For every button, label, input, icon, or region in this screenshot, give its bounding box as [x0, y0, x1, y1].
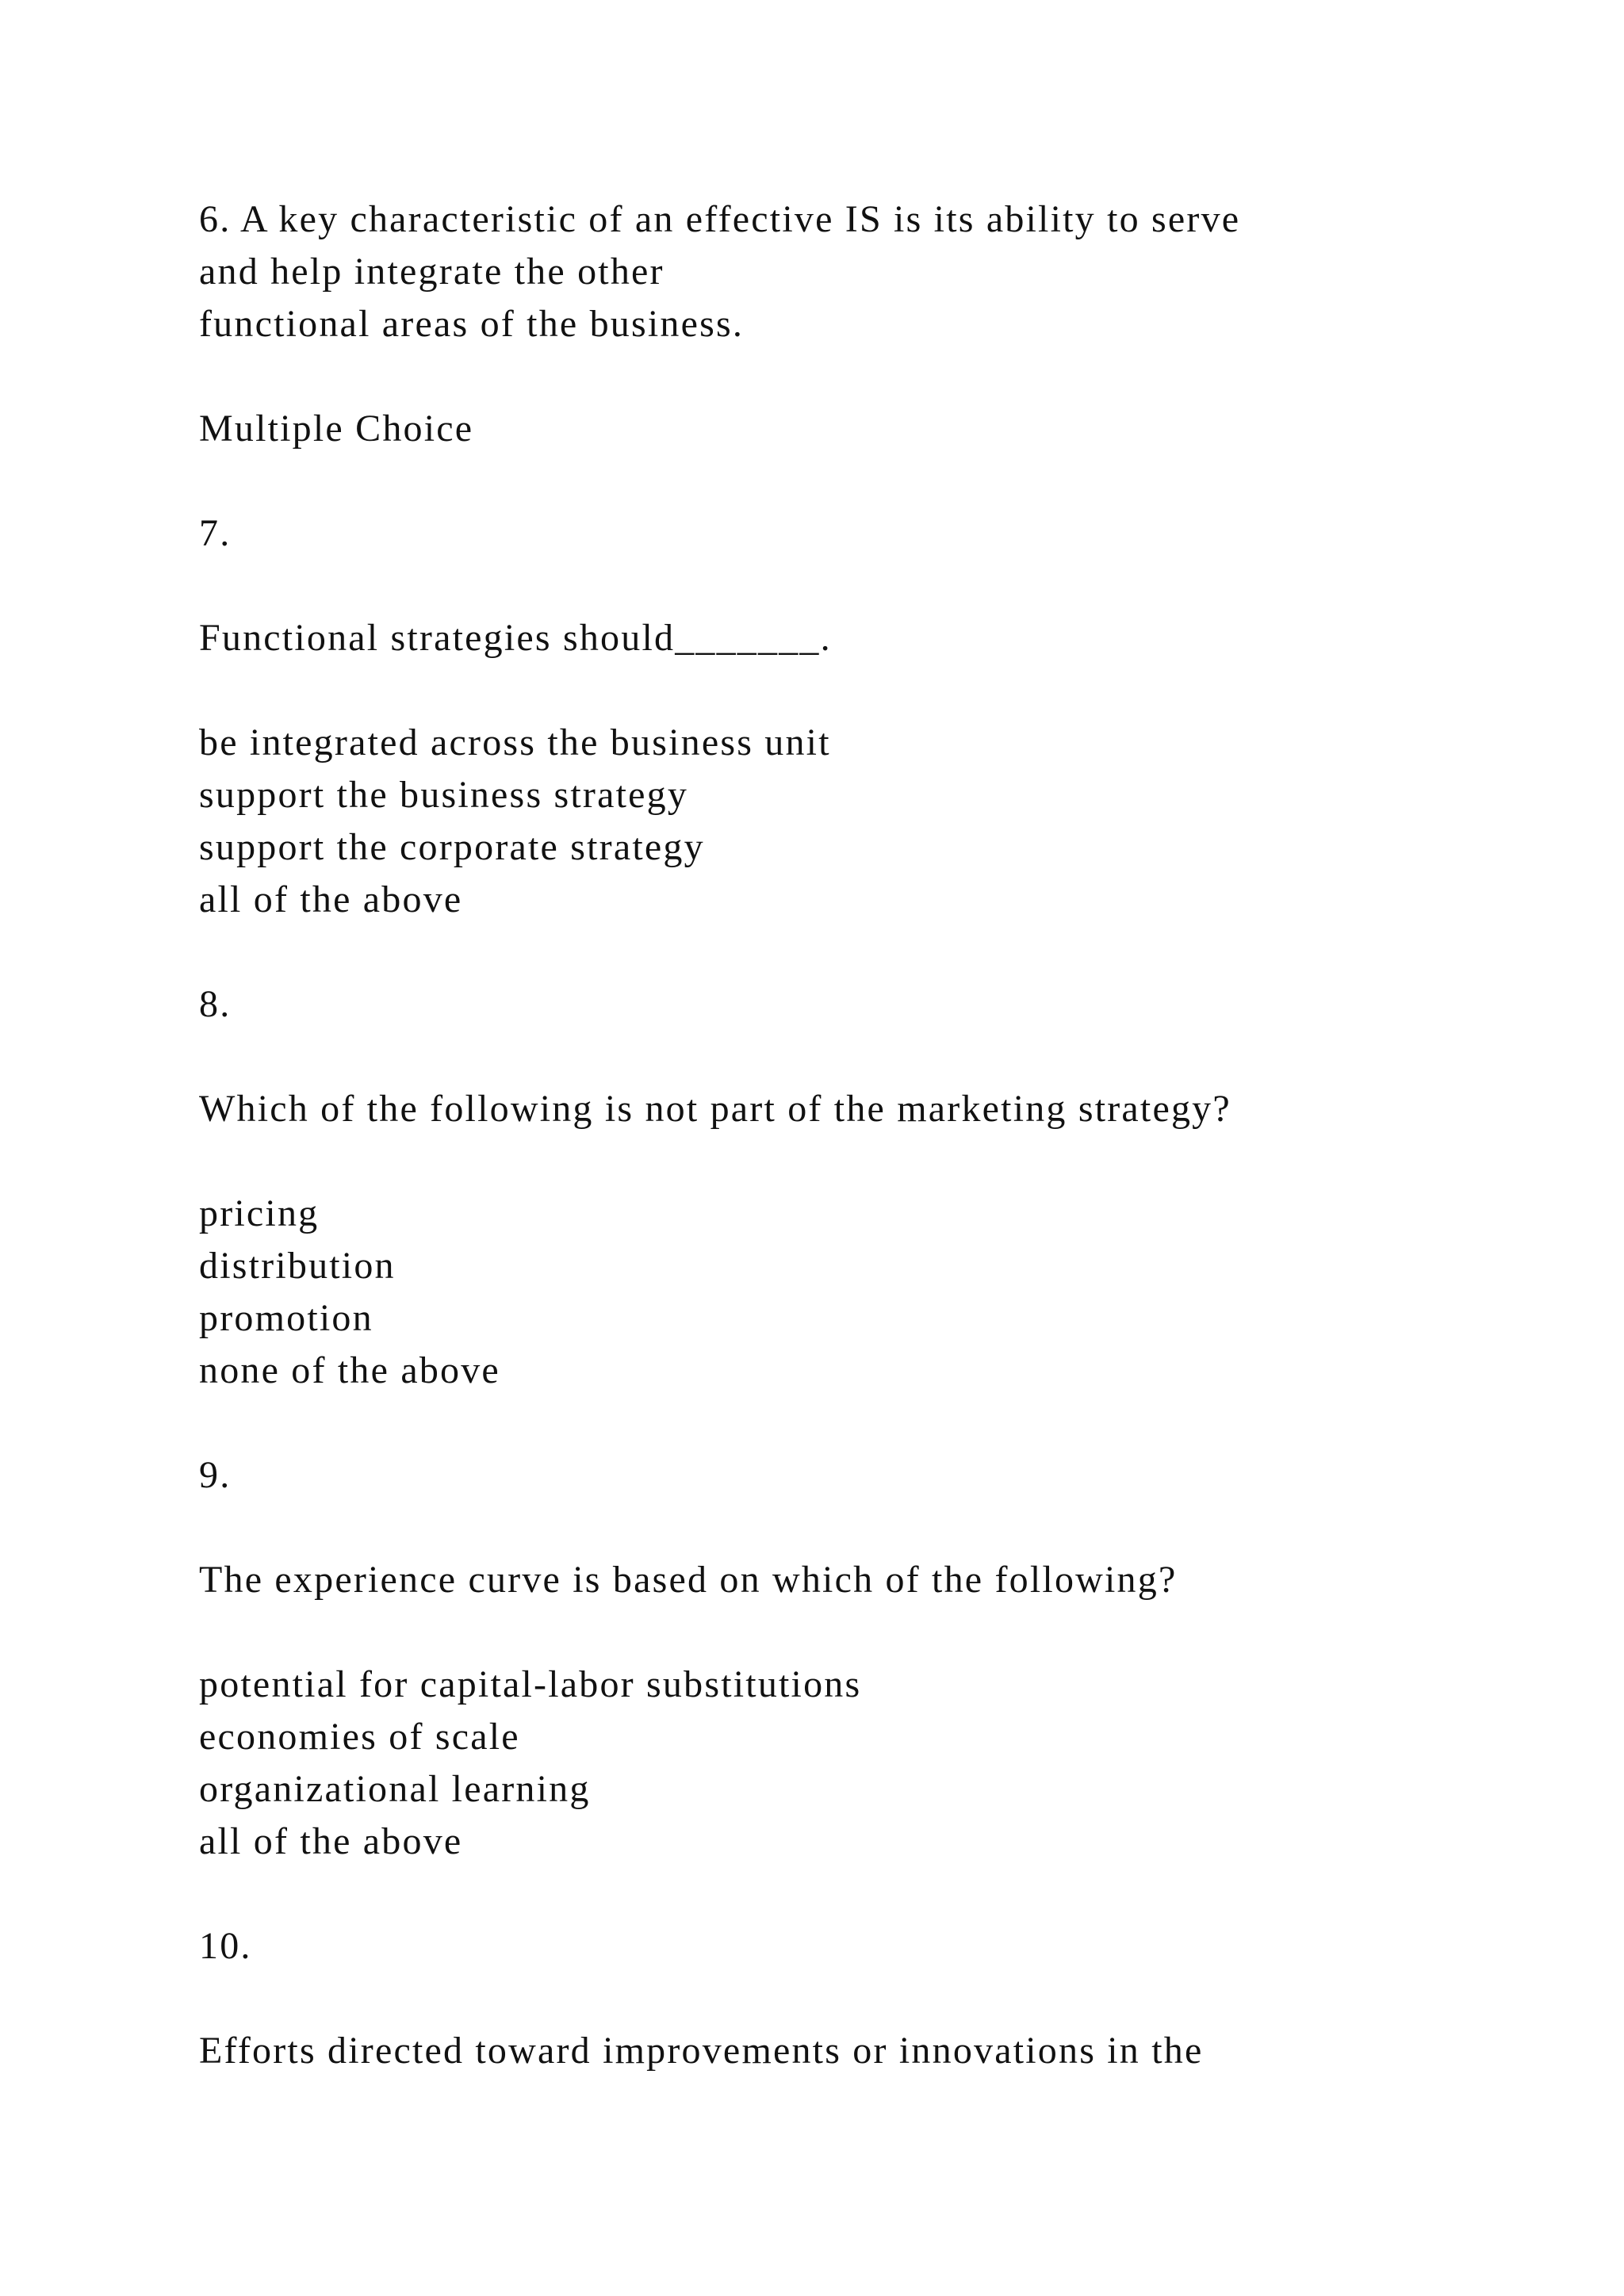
question-8-option: promotion [199, 1297, 373, 1339]
question-10-number: 10. [199, 1925, 252, 1967]
question-7-option: support the business strategy [199, 774, 689, 816]
question-6-line-3: functional areas of the business. [199, 303, 745, 345]
question-7-option: be integrated across the business unit [199, 721, 831, 763]
question-8-option: distribution [199, 1245, 396, 1287]
question-type-label: Multiple Choice [199, 408, 474, 450]
question-7-option: all of the above [199, 878, 463, 920]
question-9-option: potential for capital-labor substitutions [199, 1663, 862, 1705]
question-9-option: all of the above [199, 1820, 463, 1862]
question-10-prompt: Efforts directed toward improvements or innovations in the [199, 2030, 1204, 2072]
question-8-prompt: Which of the following is not part of the marketing strategy? [199, 1088, 1231, 1130]
question-9-option: organizational learning [199, 1768, 591, 1810]
question-7-prompt: Functional strategies should_______. [199, 617, 832, 659]
question-8-option: none of the above [199, 1349, 500, 1391]
question-6-line-1: 6. A key characteristic of an effective IS is its ability to serve [199, 198, 1241, 240]
question-8-option: pricing [199, 1192, 320, 1234]
question-9-number: 9. [199, 1454, 232, 1496]
question-9-prompt: The experience curve is based on which of the following? [199, 1559, 1178, 1601]
question-6-line-2: and help integrate the other [199, 251, 665, 293]
question-7-number: 7. [199, 512, 232, 554]
question-8-number: 8. [199, 983, 232, 1025]
question-7-option: support the corporate strategy [199, 826, 705, 868]
question-9-option: economies of scale [199, 1716, 520, 1758]
